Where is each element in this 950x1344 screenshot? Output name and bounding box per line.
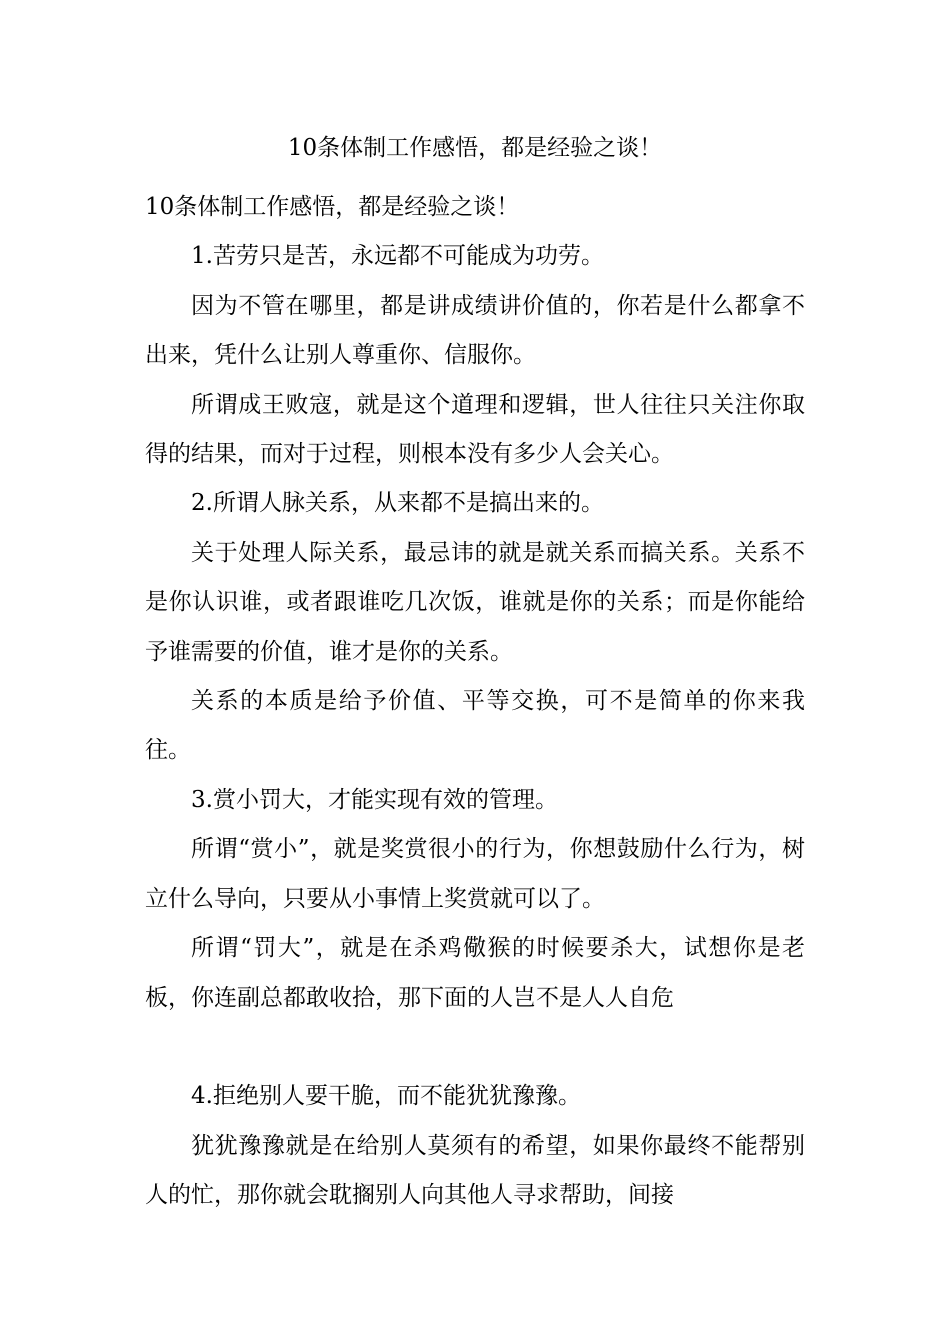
paragraph: 所谓成王败寇，就是这个道理和逻辑，世人往往只关注你取得的结果，而对于过程，则根本没有多少人会关心。 xyxy=(145,391,805,468)
paragraph: 关系的本质是给予价值、平等交换，可不是简单的你来我往。 xyxy=(145,688,805,764)
document-title: 10条体制工作感悟，都是经验之谈！ xyxy=(287,135,663,161)
section-heading-2: 2.所谓人脉关系，从来都不是搞出来的。 xyxy=(191,490,604,517)
paragraph: 所谓“赏小”，就是奖赏很小的行为，你想鼓励什么行为，树立什么导向，只要从小事情上奖赏就可以了。 xyxy=(145,836,805,912)
blank-line xyxy=(145,1023,805,1072)
paragraph: 关于处理人际关系，最忌讳的就是就关系而搞关系。关系不是你认识谁，或者跟谁吃几次饭，谁就是你的关系；而是你能给予谁需要的价值，谁才是你的关系。 xyxy=(145,539,805,665)
document-body xyxy=(145,183,805,1221)
repeated-title-paragraph: 10条体制工作感悟，都是经验之谈！ xyxy=(145,194,520,220)
section-heading-3: 3.赏小罚大，才能实现有效的管理。 xyxy=(191,786,558,813)
section-heading-1: 1.苦劳只是苦，永远都不可能成为功劳。 xyxy=(191,243,604,270)
paragraph: 因为不管在哪里，都是讲成绩讲价值的，你若是什么都拿不出来，凭什么让别人尊重你、信服你。 xyxy=(145,292,805,369)
section-heading-4: 4.拒绝别人要干脆，而不能犹犹豫豫。 xyxy=(191,1083,581,1110)
paragraph: 犹犹豫豫就是在给别人莫须有的希望，如果你最终不能帮别人的忙，那你就会耽搁别人向其他人寻求帮助，间接 xyxy=(145,1132,805,1209)
paragraph: 所谓“罚大”，就是在杀鸡儆猴的时候要杀大，试想你是老板，你连副总都敢收拾，那下面的人岂不是人人自危 xyxy=(145,935,805,1011)
